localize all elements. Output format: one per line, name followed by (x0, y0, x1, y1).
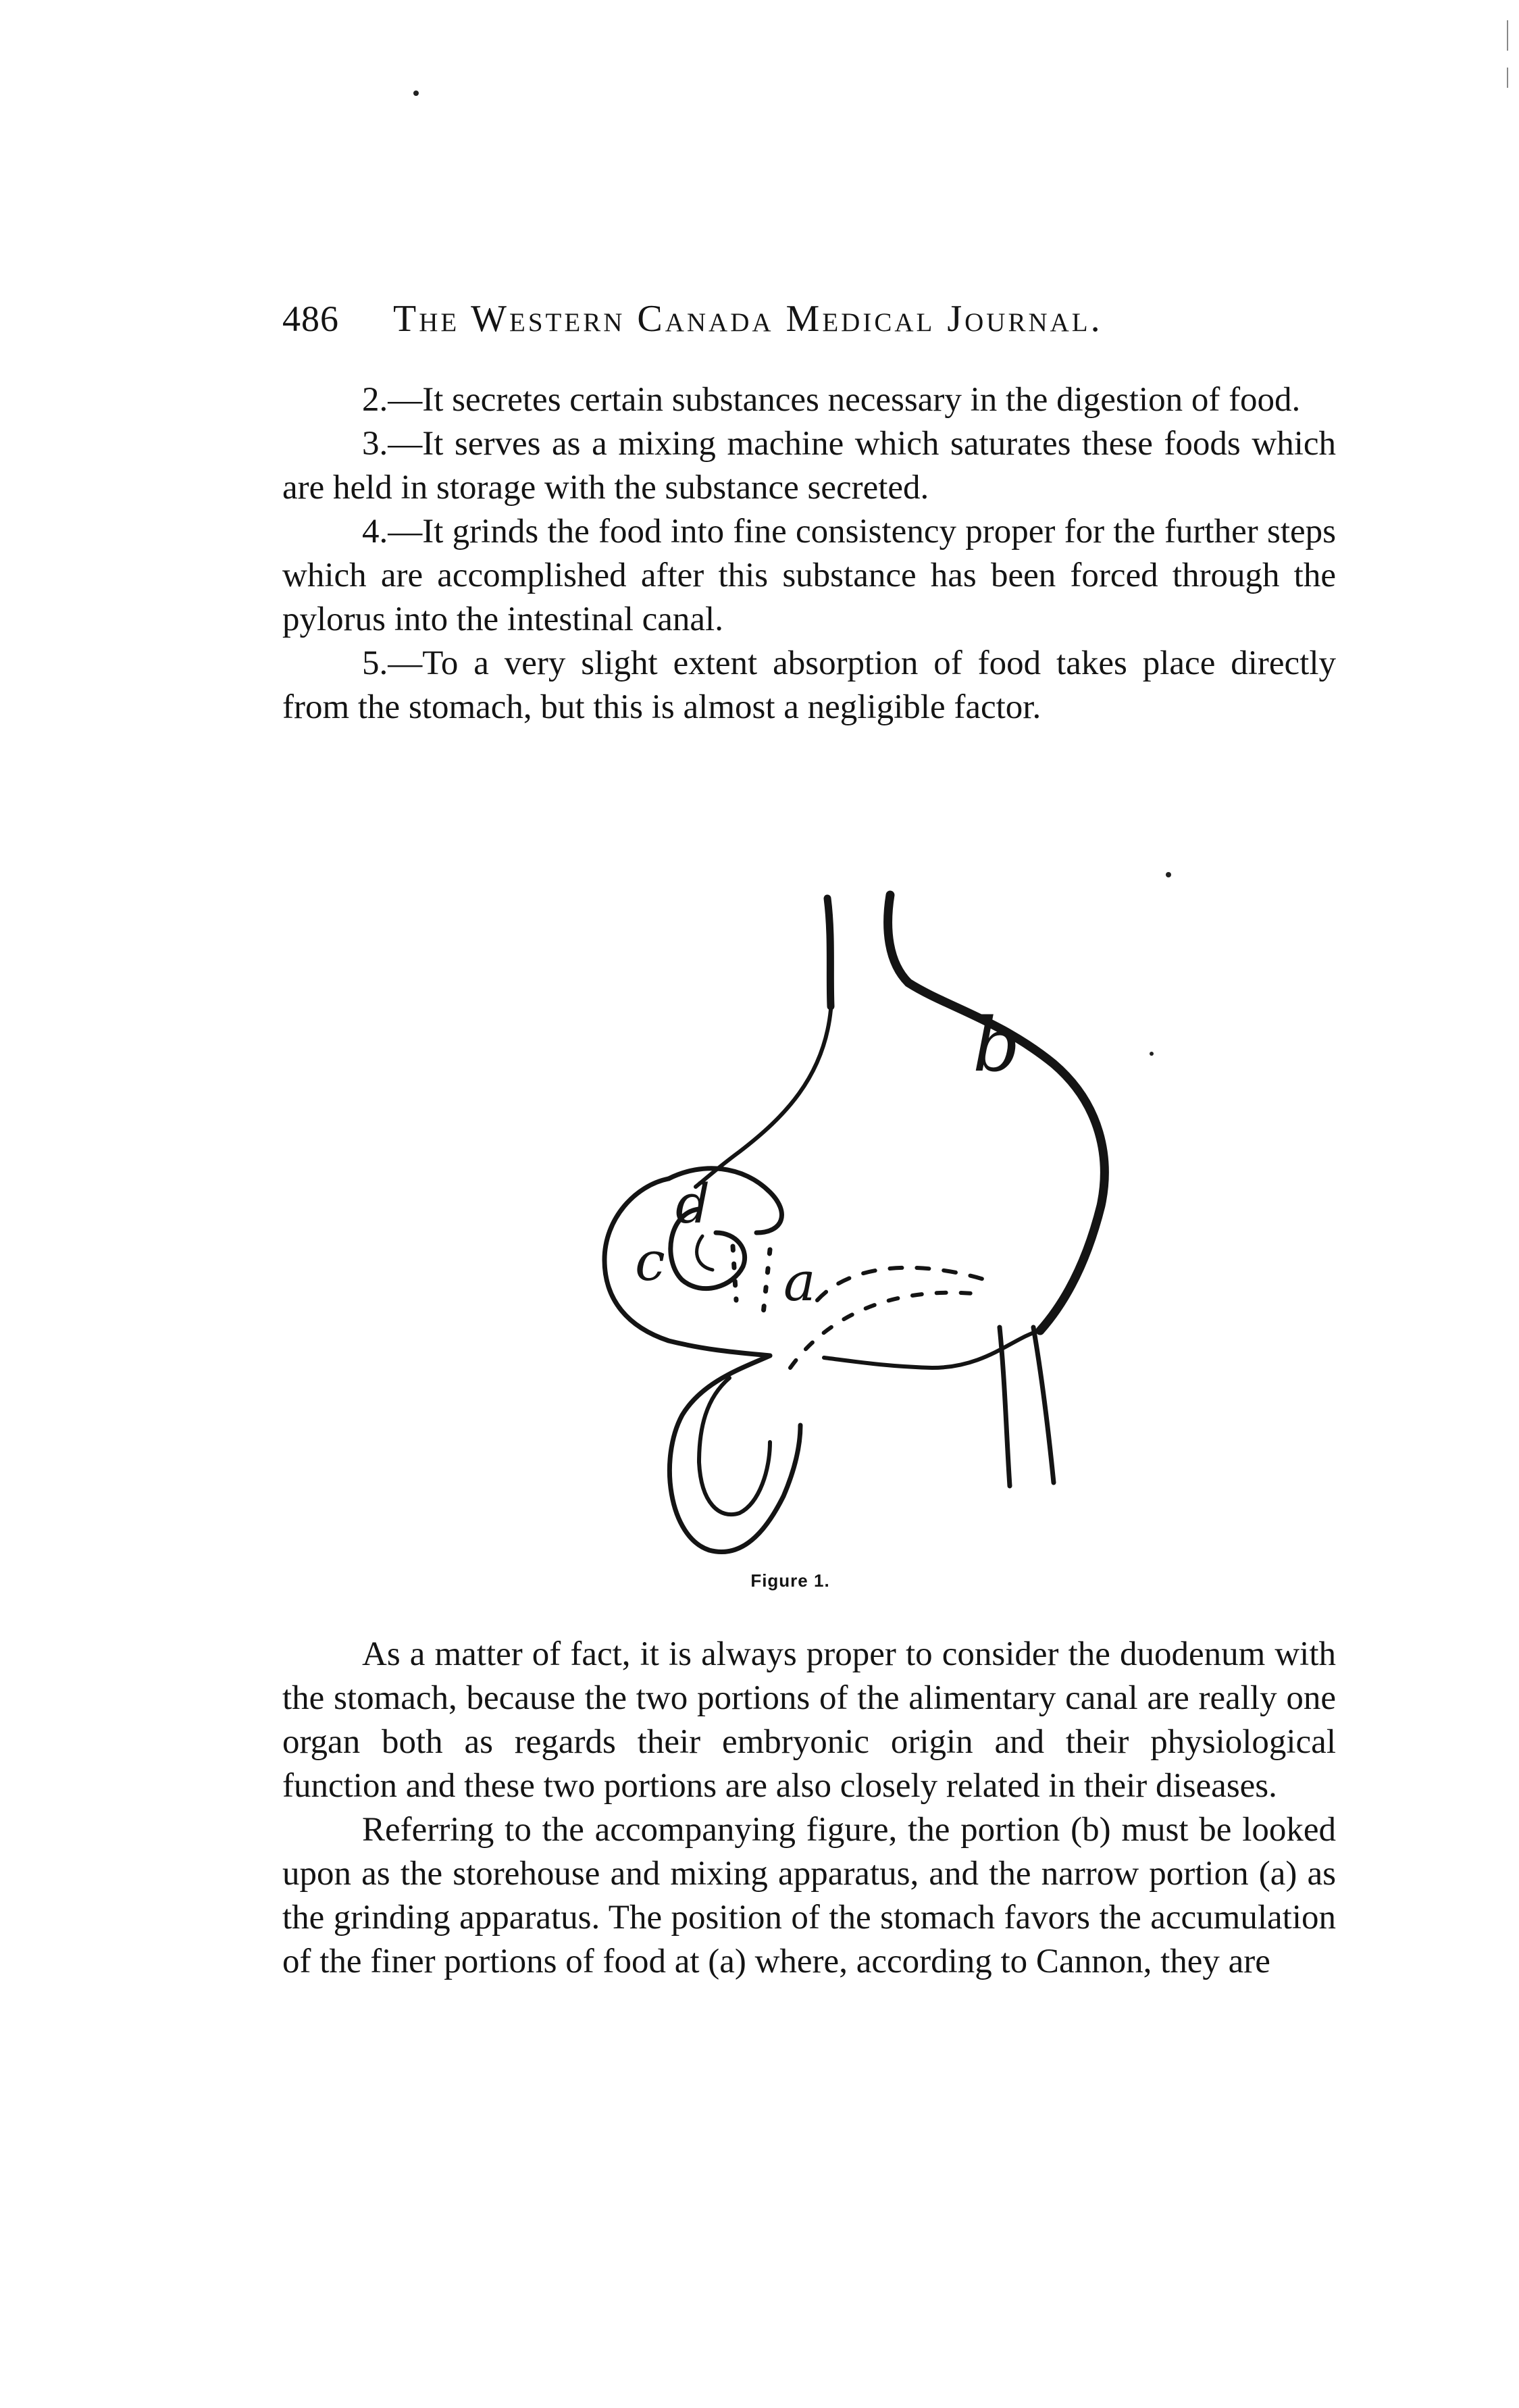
antrum-dotted-curve (790, 1293, 973, 1368)
stomach-drawing (567, 854, 1189, 1591)
duodenum-outer (669, 1356, 800, 1552)
stomach-figure (567, 854, 1189, 1591)
paragraph-item-3: 3.—It serves as a mixing machine which saturates these foods which are held in storage with the substance secreted. (282, 425, 1336, 507)
intestine-left-wall (1000, 1327, 1010, 1486)
antrum-dotted-curve-2 (817, 1268, 986, 1300)
label-b: b (973, 1002, 1021, 1088)
paragraph-duodenum: As a matter of fact, it is always proper to consider the duodenum with the stomach, because the two portions of the alimentary canal are really one organ both as regards their embryonic origin and their physiological function and these two portions are also closely related in their diseases. (282, 1635, 1336, 1805)
pylorus-inner (697, 1236, 713, 1270)
page-header (282, 297, 1336, 351)
paragraph-item-4: 4.—It grinds the food into fine consistency proper for the further steps which are accomplished after this substance has been forced through the pylorus into the intestinal canal. (282, 513, 1336, 638)
label-a: a (783, 1250, 816, 1313)
lower-stomach-border (824, 1331, 1040, 1368)
paragraph-item-5: 5.—To a very slight extent absorption of food takes place directly from the stomach, but this is almost a negligible factor. (282, 644, 1336, 726)
greater-curvature (888, 895, 1105, 1331)
page-number: 486 (282, 299, 339, 339)
antrum-dotted-line-2 (763, 1250, 770, 1314)
duodenum-inner (699, 1378, 770, 1514)
intestine-right-wall (1033, 1327, 1054, 1483)
numbered-list-text (282, 378, 1336, 729)
running-title: The Western Canada Medical Journal. (393, 298, 1103, 340)
figure-caption: Figure 1. (750, 1570, 830, 1591)
paragraph-figure-reference: Referring to the accompanying figure, the portion (b) must be looked upon as the storehouse and mixing apparatus, and the narrow portion (a) as the grinding apparatus. The position of the stomach favors the accumulation of the finer portions of food at (a) where, according to Cannon, they are (282, 1811, 1336, 1980)
paragraph-item-2: 2.—It secretes certain substances necessary in the digestion of food. (362, 381, 1301, 419)
label-d: d (675, 1173, 711, 1235)
discussion-text (282, 1633, 1336, 1984)
scan-speck (413, 91, 419, 96)
esophagus-left-wall (827, 898, 831, 1006)
lesser-curvature (696, 1010, 831, 1187)
label-c: c (635, 1230, 665, 1293)
